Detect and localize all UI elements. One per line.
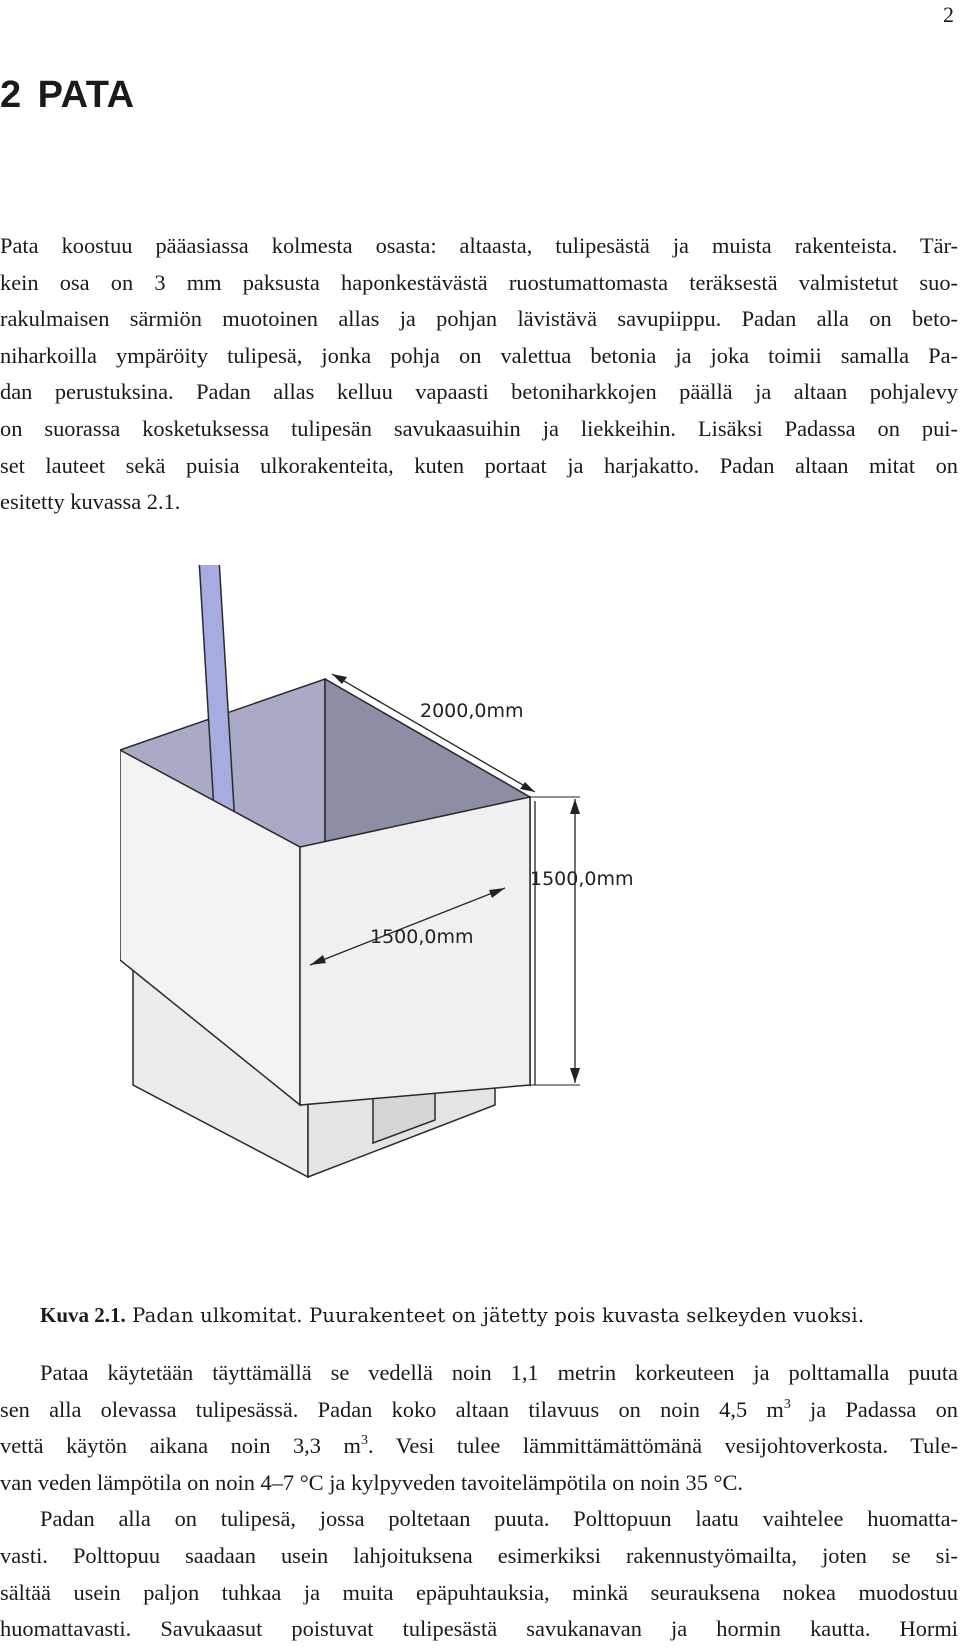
- paragraph-line: kein osa on 3 mm paksusta haponkestävästä ruostumattomasta teräksestä valmistetut suo-: [0, 269, 958, 295]
- page-number: 2: [943, 2, 954, 27]
- paragraph-line: van veden lämpötila on noin 4–7 °C ja kylpyveden tavoitelämpötila on noin 35 °C.: [0, 1469, 743, 1495]
- superscript: 3: [783, 1396, 791, 1412]
- paragraph-line: on suorassa kosketuksessa tulipesän savukaasuihin ja liekkeihin. Lisäksi Padassa on pui-: [0, 415, 958, 441]
- tank-figure: [120, 565, 680, 1230]
- figure-caption: [40, 1303, 864, 1328]
- line-text: . Vesi tulee lämmittämättömänä vesijohtoverkosta. Tule-: [367, 1433, 958, 1459]
- paragraph-line: esitetty kuvassa 2.1.: [0, 489, 181, 515]
- paragraph-line: Pataa käytetään täyttämällä se vedellä noin 1,1 metrin korkeuteen ja polttamalla puuta: [40, 1360, 958, 1385]
- paragraph-line: huomattavasti. Savukaasut poistuvat tulipesästä savukanavan ja hormin kautta. Hormi: [0, 1616, 958, 1642]
- paragraph-line: vasti. Polttopuu saadaan usein lahjoituksena esimerkiksi rakennustyömailta, joten se si-: [0, 1542, 958, 1568]
- paragraph-line: sältää usein paljon tuhkaa ja muita epäpuhtauksia, minkä seurauksena nokea muodostuu: [0, 1579, 958, 1605]
- line-text: vettä käytön aikana noin 3,3 m: [0, 1433, 361, 1459]
- section-number: 2: [0, 74, 22, 116]
- superscript: 3: [360, 1433, 368, 1449]
- body-paragraph-1: [0, 228, 958, 521]
- line-text: ja Padassa on: [790, 1396, 958, 1422]
- section-title: PATA: [37, 74, 135, 116]
- paragraph-line: dan perustuksina. Padan allas kelluu vapaasti betoniharkkojen päällä ja altaan pohjalevy: [0, 379, 958, 405]
- paragraph-line: [0, 1392, 958, 1429]
- tank-front-right: [300, 797, 530, 1105]
- dim-arrow-height: [530, 797, 580, 1085]
- paragraph-line: Padan alla on tulipesä, jossa poltetaan puuta. Polttopuun laatu vaihtelee huomatta-: [40, 1506, 958, 1532]
- section-heading: [0, 74, 135, 117]
- line-text: sen alla olevassa tulipesässä. Padan koko altaan tilavuus on noin 4,5 m: [0, 1396, 784, 1422]
- paragraph-line: set lauteet sekä puisia ulkorakenteita, kuten portaat ja harjakatto. Padan altaan mitat on: [0, 452, 958, 478]
- dim-label-width: 1500,0mm: [370, 926, 474, 948]
- body-paragraph-2: [0, 1355, 958, 1648]
- tank-illustration: [120, 565, 680, 1230]
- dim-label-length: 2000,0mm: [420, 700, 524, 722]
- caption-label: Kuva 2.1.: [40, 1303, 126, 1327]
- paragraph-line: Pata koostuu pääasiassa kolmesta osasta: altaasta, tulipesästä ja muista rakenteista. Tär-: [0, 233, 958, 258]
- caption-text: Padan ulkomitat. Puurakenteet on jätetty pois kuvasta selkeyden vuoksi.: [125, 1304, 865, 1327]
- paragraph-line: [0, 1428, 958, 1465]
- dim-label-height: 1500,0mm: [530, 868, 634, 890]
- paragraph-line: niharkoilla ympäröity tulipesä, jonka pohja on valettua betonia ja joka toimii samalla Pa-: [0, 342, 958, 368]
- paragraph-line: rakulmaisen särmiön muotoinen allas ja pohjan lävistävä savupiippu. Padan alla on beto-: [0, 306, 958, 332]
